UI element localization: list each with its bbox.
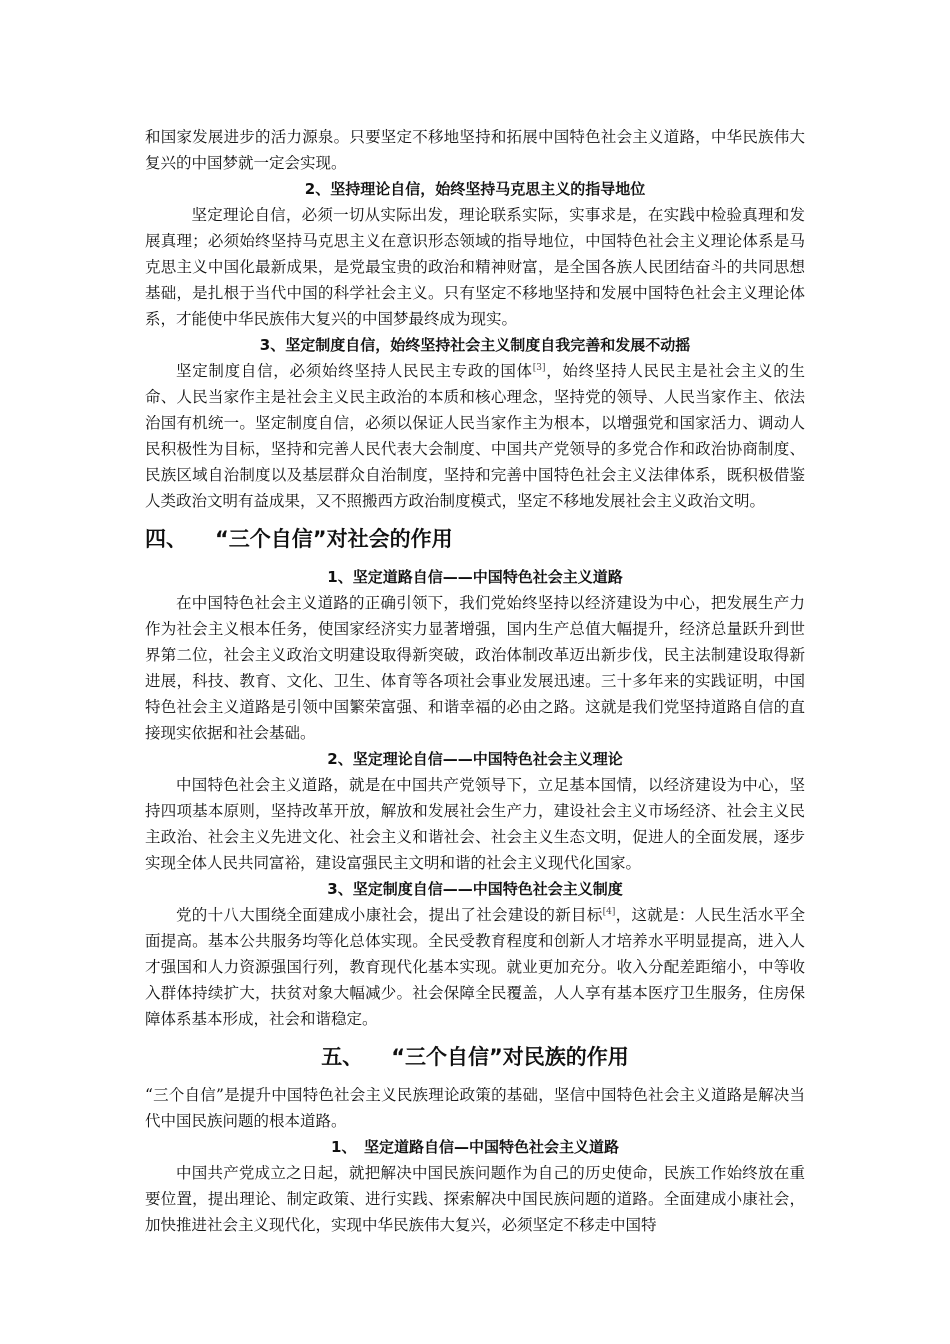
paragraph-theory-confidence: 中国特色社会主义道路，就是在中国共产党领导下，立足基本国情，以经济建设为中心，坚持四项基本原则，坚持改革开放，解放和发展社会生产力，建设社会主义市场经济、社会主义民主政治、社会主义先进文化、社会主义和谐社会、社会主义生态文明，促进人的全面发展，逐步实现全体人民共同富裕，建设富强民主文明和谐的社会主义现代化国家。 — [145, 776, 805, 872]
section-heading-society — [145, 522, 805, 556]
paragraph-nation-road: 中国共产党成立之日起，就把解决中国民族问题作为自己的历史使命，民族工作始终放在重要位置，提出理论、制定政策、进行实践、探索解决中国民族问题的道路。全面建成小康社会，加快推进社会主义现代化，实现中华民族伟大复兴，必须坚定不移走中国特 — [145, 1164, 805, 1234]
section-heading-nation — [145, 1040, 805, 1074]
paragraph-text-part: 党的十八大围绕全面建成小康社会，提出了社会建设的新目标 — [176, 906, 603, 924]
paragraph-system-confidence — [145, 902, 805, 1032]
paragraph-nation-intro: “三个自信”是提升中国特色社会主义民族理论政策的基础，坚信中国特色社会主义道路是解决当代中国民族问题的根本道路。 — [145, 1086, 805, 1130]
paragraph-text-part: ，始终坚持人民民主是社会主义的生命、人民当家作主是社会主义民主政治的本质和核心理念，坚持党的领导、人民当家作主、依法治国有机统一。坚定制度自信，必须以保证人民当家作主为根本，以增强党和国家活力、调动人民积极性为目标，坚持和完善人民代表大会制度、中国共产党领导的多党合作和政治协商制度、民族区域自治制度以及基层群众自治制度，坚持和完善中国特色社会主义法律体系，既积极借鉴人类政治文明有益成果，又不照搬西方政治制度模式，坚定不移地发展社会主义政治文明。 — [145, 362, 805, 510]
paragraph-theory-guidance: 坚定理论自信，必须一切从实际出发，理论联系实际，实事求是，在实践中检验真理和发展真理；必须始终坚持马克思主义在意识形态领域的指导地位，中国特色社会主义理论体系是马克思主义中国化最新成果，是党最宝贵的政治和精神财富，是全国各族人民团结奋斗的共同思想基础，是扎根于当代中国的科学社会主义。只有坚定不移地坚持和发展中国特色社会主义理论体系，才能使中华民族伟大复兴的中国梦最终成为现实。 — [145, 206, 805, 328]
paragraph-system-self-improvement — [145, 358, 805, 514]
citation-ref-3[interactable]: [3] — [532, 363, 546, 373]
paragraph-text-part: ，这就是：人民生活水平全面提高。基本公共服务均等化总体实现。全民受教育程度和创新人才培养水平明显提高，进入人才强国和人力资源强国行列，教育现代化基本实现。就业更加充分。收入分配差距缩小，中等收入群体持续扩大，扶贫对象大幅减少。社会保障全民覆盖，人人享有基本医疗卫生服务，住房保障体系基本形成，社会和谐稳定。 — [145, 906, 805, 1028]
section-title: “三个自信”对民族的作用 — [391, 1045, 629, 1069]
paragraph-road-confidence: 在中国特色社会主义道路的正确引领下，我们党始终坚持以经济建设为中心，把发展生产力作为社会主义根本任务，使国家经济实力显著增强，国内生产总值大幅提升，经济总量跃升到世界第二位，社会主义政治文明建设取得新突破，政治体制改革迈出新步伐，民主法制建设取得新进展，科技、教育、文化、卫生、体育等各项社会事业发展迅速。三十多年来的实践证明，中国特色社会主义道路是引领中国繁荣富强、和谐幸福的必由之路。这就是我们党坚持道路自信的直接现实依据和社会基础。 — [145, 594, 805, 742]
subheading-system-confidence: 3、坚定制度自信——中国特色社会主义制度 — [327, 880, 623, 898]
subheading-nation-road: 1、 坚定道路自信—中国特色社会主义道路 — [331, 1138, 619, 1156]
paragraph-intro: 和国家发展进步的活力源泉。只要坚定不移地坚持和拓展中国特色社会主义道路，中华民族伟大复兴的中国梦就一定会实现。 — [145, 128, 805, 172]
paragraph-text-part: 坚定制度自信，必须始终坚持人民民主专政的国体 — [176, 362, 533, 380]
citation-ref-4[interactable]: [4] — [602, 907, 616, 917]
document-page — [145, 124, 805, 1238]
subheading-system-self-improvement: 3、坚定制度自信，始终坚持社会主义制度自我完善和发展不动摇 — [259, 336, 691, 354]
section-number: 五、 — [321, 1045, 364, 1069]
subheading-theory-confidence: 2、坚定理论自信——中国特色社会主义理论 — [327, 750, 623, 768]
subheading-road-confidence: 1、坚定道路自信——中国特色社会主义道路 — [327, 568, 623, 586]
subheading-theory-guidance: 2、坚持理论自信，始终坚持马克思主义的指导地位 — [304, 180, 646, 198]
section-number: 四、 — [145, 527, 187, 551]
section-title: “三个自信”对社会的作用 — [215, 527, 453, 551]
